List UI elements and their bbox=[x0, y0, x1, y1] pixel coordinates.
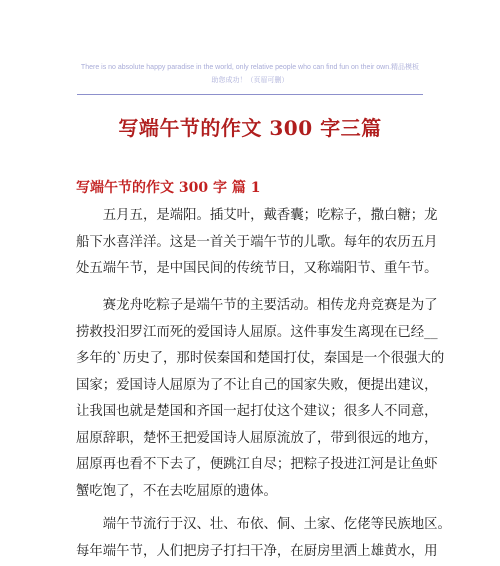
paragraph-3 bbox=[76, 512, 451, 565]
text-line: 屈原再也看不下去了，便跳江自尽；把粽子投进江河是让鱼虾 bbox=[76, 457, 438, 472]
paragraph-2 bbox=[76, 293, 445, 505]
text-line: 捞救投汨罗江而死的爱国诗人屈原。这件事发生离现在已经__ bbox=[76, 324, 438, 340]
text-line: 让我国也就是楚国和齐国一起打仗这个建议；很多人不同意， bbox=[76, 404, 438, 419]
paragraph-1 bbox=[76, 203, 436, 283]
text-line: 每年端午节，人们把房子打扫干净，在厨房里洒上雄黄水，用 bbox=[76, 543, 438, 559]
page-header-note: 助您成功！（页眉可删） bbox=[211, 77, 289, 84]
text-line: 蟹吃饱了，不在去吃屈原的遗体。 bbox=[76, 483, 277, 499]
section-heading: 写端午节的作文 300 字 篇 1 bbox=[76, 180, 261, 196]
text-line: 船下水喜洋洋。这是一首关于端午节的儿歌。每年的农历五月 bbox=[76, 234, 438, 250]
text-line: 五月五，是端阳。插艾叶，戴香囊；吃粽子，撒白糖；龙 bbox=[76, 208, 438, 223]
document-title: 写端午节的作文 300 字三篇 bbox=[118, 116, 382, 140]
text-line: 赛龙舟吃粽子是端午节的主要活动。相传龙舟竞赛是为了 bbox=[76, 298, 438, 313]
text-line: 多年的`历史了，那时侯秦国和楚国打仗，秦国是一个很强大的 bbox=[76, 351, 445, 366]
text-line: 处五端午节，是中国民间的传统节日，又称端阳节、重午节。 bbox=[76, 261, 438, 276]
text-line: 屈原辞职，楚怀王把爱国诗人屈原流放了，带到很远的地方， bbox=[76, 430, 438, 446]
header-divider bbox=[77, 94, 423, 95]
text-line: 国家；爱国诗人屈原为了不让自己的国家失败，便提出建议， bbox=[76, 377, 438, 393]
page-header-text: There is no absolute happy paradise in the world, only relative people who can find fun on their own.精品模板 bbox=[80, 64, 420, 71]
text-line: 端午节流行于汉、壮、布依、侗、土家、仡佬等民族地区。 bbox=[76, 517, 451, 532]
